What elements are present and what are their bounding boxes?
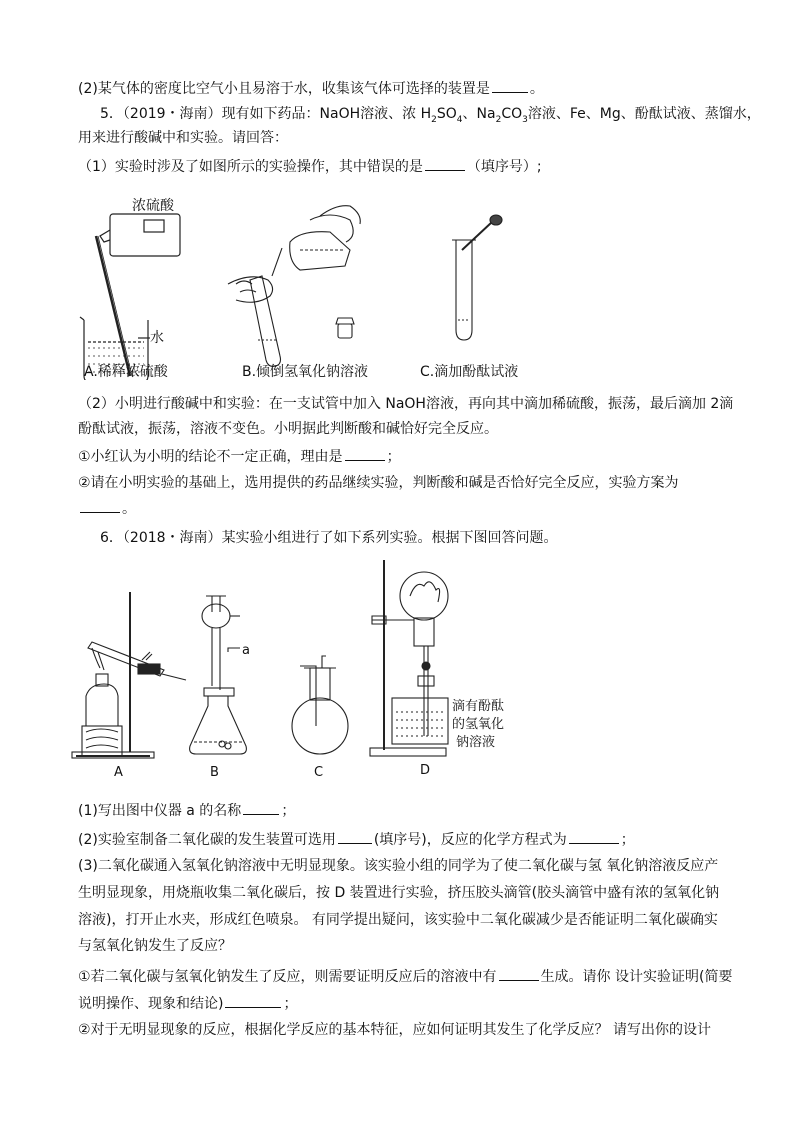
q6-circle1-text: 生成。请你 设计实验证明(简要 <box>540 969 733 985</box>
q6-part3-text: 溶液)，打开止水夹，形成红色喷泉。 有同学提出疑问，该实验中二氧化碳减少是否能证明二氧化碳确实 <box>78 912 718 928</box>
q5-text: CO <box>501 106 523 122</box>
caption-d: D <box>420 763 431 778</box>
q5-text: 溶液、Fe、Mg、酚酞试液、蒸馏水， <box>527 106 761 122</box>
subscript: 2 <box>431 114 437 125</box>
label-a-marker: a <box>242 643 250 658</box>
q6-circle2-line1 <box>78 1020 711 1040</box>
q6-circle1-line2 <box>78 993 297 1014</box>
q5-part2-line2 <box>78 419 498 439</box>
q5-number: 5． <box>100 106 123 122</box>
q6-figure <box>0 556 794 792</box>
beaker-dilution-illustration <box>80 214 180 380</box>
q6-part3-line2 <box>78 883 719 903</box>
q6-part3-text: 与氢氧化钠发生了反应？ <box>78 938 232 954</box>
q5-part1 <box>78 156 542 177</box>
apparatus-c-illustration <box>292 656 348 754</box>
q5-circle2 <box>78 473 679 493</box>
q5-circle1-text: ①小红认为小明的结论不一定正确，理由是 <box>78 449 343 465</box>
answer-blank[interactable] <box>499 966 539 981</box>
solution-label-1: 滴有酚酞 <box>452 699 505 714</box>
q6-part3-text: (3)二氧化碳通入氢氧化钠溶液中无明显现象。该实验小组的同学为了使二氧化碳与氢 氧化钠溶液反应产 <box>78 858 719 874</box>
answer-blank[interactable] <box>425 156 465 171</box>
answer-blank[interactable] <box>243 800 279 815</box>
q5-part2-line1 <box>78 394 733 414</box>
q5-part2-text: （2）小明进行酸碱中和实验：在一支试管中加入 NaOH溶液，再向其中滴加稀硫酸，振荡，最后滴加 2滴 <box>78 396 734 412</box>
q5-part2-text: 酚酞试液，振荡，溶液不变色。小明据此判断酸和碱恰好完全反应。 <box>78 421 498 437</box>
q6-part3-line3 <box>78 910 718 930</box>
q5-part1-text: （1）实验时涉及了如图所示的实验操作，其中错误的是 <box>78 159 423 175</box>
q6-circle2-text: ②对于无明显现象的反应，根据化学反应的基本特征，应如何证明其发生了化学反应？ 请写出你的设计 <box>78 1022 711 1038</box>
q6-part1-text: (1)写出图中仪器 a 的名称 <box>78 803 242 819</box>
caption-a: A <box>114 765 123 780</box>
q5-text: 、Na <box>462 106 496 122</box>
q6-part3-line1 <box>78 856 718 876</box>
q5-part1-end: （填序号）; <box>466 159 542 175</box>
q5-circle2-text: ②请在小明实验的基础上，选用提供的药品继续实验，判断酸和碱是否恰好完全反应，实验方案为 <box>78 475 679 491</box>
punct: ； <box>281 803 296 819</box>
q4-part2-text: (2)某气体的密度比空气小且易溶于水，收集该气体可选择的装置是 <box>78 81 490 97</box>
answer-blank[interactable] <box>345 446 385 461</box>
q5-text: 用来进行酸碱中和实验。请回答： <box>78 130 288 146</box>
q5-text: 现有如下药品：NaOH溶液、浓 H <box>221 106 432 122</box>
q5-line2 <box>78 128 288 148</box>
q4-part2-line <box>78 78 544 99</box>
subscript: 4 <box>456 114 463 125</box>
q6-part2 <box>78 829 635 850</box>
acid-label: 浓硫酸 <box>132 198 174 214</box>
answer-blank[interactable] <box>80 498 120 513</box>
answer-blank[interactable] <box>225 993 281 1008</box>
caption-b: B <box>210 765 219 780</box>
subscript: 2 <box>495 114 502 125</box>
q6-part2-text: (填序号)，反应的化学方程式为 <box>373 832 567 848</box>
caption-b: B.倾倒氢氧化钠溶液 <box>242 364 369 380</box>
q6-part2-text: (2)实验室制备二氧化碳的发生装置可选用 <box>78 832 336 848</box>
q5-text: SO <box>436 106 457 122</box>
q6-circle1-text: 说明操作、现象和结论) <box>78 996 224 1012</box>
punct: ； <box>386 449 401 465</box>
caption-c: C <box>314 765 324 780</box>
punct: 。 <box>122 501 136 517</box>
q6-circle1-text: ①若二氧化碳与氢氧化钠发生了反应，则需要证明反应后的溶液中有 <box>78 969 497 985</box>
q6-text: 某实验小组进行了如下系列实验。根据下图回答问题。 <box>221 530 558 546</box>
pouring-illustration <box>228 206 360 367</box>
apparatus-d-illustration <box>370 560 448 756</box>
q5-figure <box>0 180 794 380</box>
water-label: 水 <box>150 330 164 346</box>
q5-line1 <box>100 104 761 130</box>
subscript: 3 <box>522 114 528 125</box>
q6-part3-text: 生明显现象，用烧瓶收集二氧化碳后，按 D 装置进行实验，挤压胶头滴管(胶头滴管中盛有浓的氢氧化钠 <box>78 885 720 901</box>
q6-part3-line4 <box>78 936 232 956</box>
q6-number: 6． <box>100 530 123 546</box>
dropper-illustration <box>452 215 502 340</box>
punct: ； <box>283 996 298 1012</box>
solution-label-3: 钠溶液 <box>456 735 496 750</box>
answer-blank[interactable] <box>569 829 619 844</box>
caption-c: C.滴加酚酞试液 <box>420 364 519 380</box>
q5-circle1 <box>78 446 401 467</box>
punct: ； <box>620 832 635 848</box>
answer-blank[interactable] <box>492 78 528 93</box>
q6-source: （2018・海南） <box>122 530 222 546</box>
solution-label-2: 的氢氧化 <box>452 717 505 732</box>
q6-line1 <box>100 528 558 548</box>
punct: 。 <box>529 81 544 97</box>
answer-blank[interactable] <box>338 829 372 844</box>
q5-circle2-blank <box>78 498 136 519</box>
q6-circle1-line1 <box>78 966 732 987</box>
apparatus-b-illustration <box>190 596 247 754</box>
q6-part1 <box>78 800 295 821</box>
apparatus-a-illustration <box>72 592 186 758</box>
caption-a: A.稀释浓硫酸 <box>84 364 168 380</box>
q5-source: （2019・海南） <box>122 106 222 122</box>
